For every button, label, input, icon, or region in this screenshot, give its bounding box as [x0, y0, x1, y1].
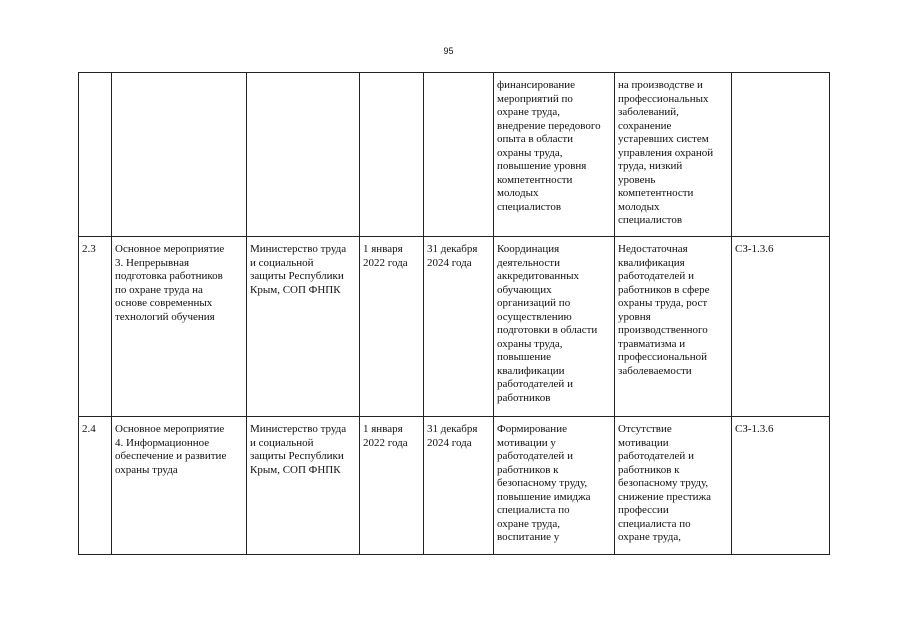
measure-name-cell	[112, 417, 247, 555]
consequences: Недостаточная квалификация работодателей и работников в сфере охраны труда, рост уровня производственного травматизма и профессиональной заболеваемости	[618, 243, 710, 377]
link-cell	[732, 417, 830, 555]
consequences-cell	[615, 237, 732, 417]
measure-name: Основное мероприятие 4. Информационное обеспечение и развитие охраны труда	[115, 423, 227, 476]
expected-result: Координация деятельности аккредитованных обучающих организаций по осуществлению подготовки в области охраны труда, повышение квалификации работодателей и работников	[497, 243, 598, 404]
measure-name-cell	[112, 73, 247, 237]
consequences-cell	[615, 417, 732, 555]
executor-cell	[247, 237, 360, 417]
indicator-link: СЗ-1.3.6	[735, 243, 774, 255]
table-row	[79, 237, 830, 417]
end-date-cell	[424, 237, 494, 417]
end-date-cell	[424, 73, 494, 237]
expected-result: Формирование мотивации у работодателей и работников к безопасному труду, повышение имиджа специалиста по охране труда, воспитание у	[497, 423, 591, 543]
end-date-cell	[424, 417, 494, 555]
consequences: Отсутствие мотивации работодателей и работников к безопасному труду, снижение престижа профессии специалиста по охране труда,	[618, 423, 712, 543]
expected-result-cell	[494, 73, 615, 237]
link-cell	[732, 73, 830, 237]
consequences: на производстве и профессиональных заболеваний, сохранение устаревших систем управления охраной труда, низкий уровень компетентности молодых специалистов	[618, 79, 714, 226]
table-row	[79, 73, 830, 237]
expected-result-cell	[494, 417, 615, 555]
measures-table	[78, 72, 830, 555]
consequences-cell	[615, 73, 732, 237]
expected-result-cell	[494, 237, 615, 417]
executor-cell	[247, 73, 360, 237]
executor-cell	[247, 417, 360, 555]
row-number: 2.3	[82, 243, 96, 255]
start-date: 1 января 2022 года	[363, 243, 408, 269]
indicator-link: СЗ-1.3.6	[735, 423, 774, 435]
table-row	[79, 417, 830, 555]
link-cell	[732, 237, 830, 417]
end-date: 31 декабря 2024 года	[427, 423, 478, 449]
measure-name-cell	[112, 237, 247, 417]
row-number-cell	[79, 73, 112, 237]
row-number-cell	[79, 417, 112, 555]
executor: Министерство труда и социальной защиты Республики Крым, СОП ФНПК	[250, 243, 347, 296]
start-date-cell	[360, 237, 424, 417]
expected-result: финансирование мероприятий по охране труда, внедрение передового опыта в области охраны труда, повышение уровня компетентности молодых специалистов	[497, 79, 601, 213]
measure-name: Основное мероприятие 3. Непрерывная подготовка работников по охране труда на основе современных технологий обучения	[115, 243, 225, 323]
executor: Министерство труда и социальной защиты Республики Крым, СОП ФНПК	[250, 423, 347, 476]
start-date-cell	[360, 417, 424, 555]
start-date-cell	[360, 73, 424, 237]
page-number: 95	[443, 46, 454, 56]
start-date: 1 января 2022 года	[363, 423, 408, 449]
row-number-cell	[79, 237, 112, 417]
end-date: 31 декабря 2024 года	[427, 243, 478, 269]
row-number: 2.4	[82, 423, 96, 435]
